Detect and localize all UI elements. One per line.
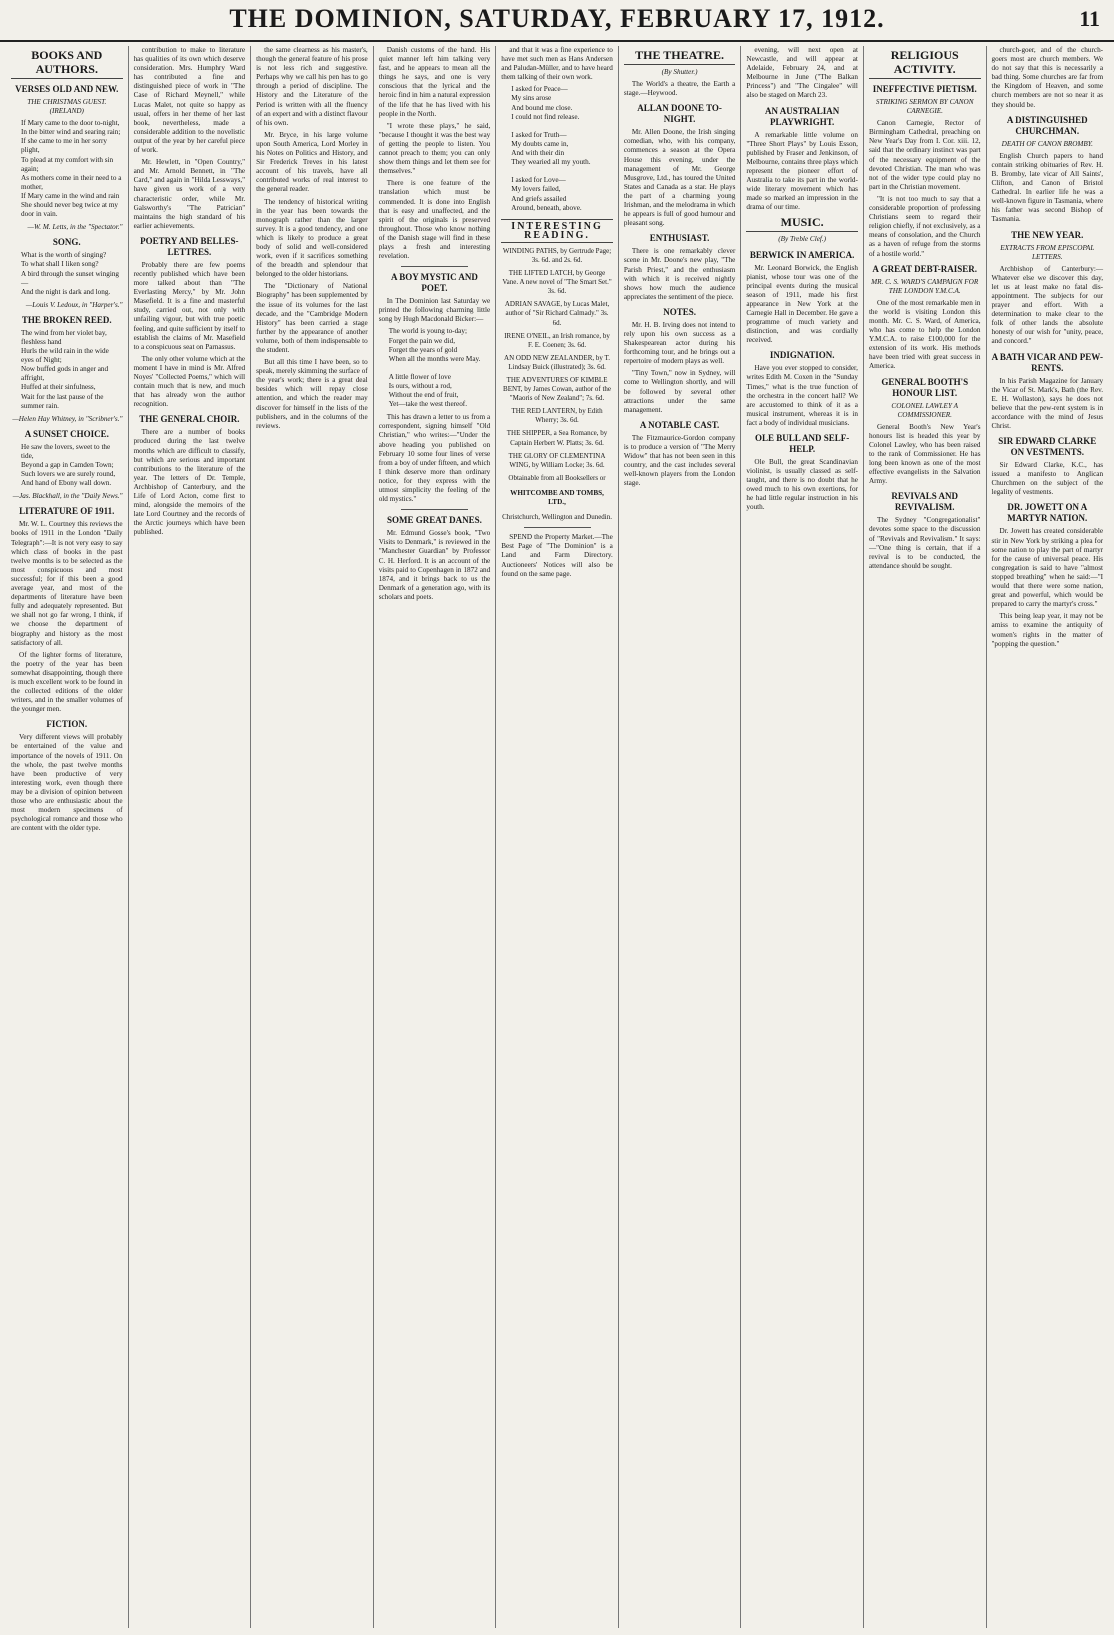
divider (401, 266, 468, 267)
poem-signature: —W. M. Letts, in the "Spectator." (27, 223, 123, 232)
column-8 (864, 46, 987, 1628)
article-paragraph: "Tiny Town," now in Sydney, will come to Wellington shortly, and will be followed by several other attractions under the same management. (623, 369, 736, 414)
column-2 (129, 46, 252, 1628)
article-paragraph: There are a number of books produced during the last twelve months which are difficult to classify, but which are serious and important contributions to the literature of the year. The letters of Dr. Temple, Archbishop of Canterbury, and the Life of Lord Acton, come first to mind, alongside the memoirs of the late Lord Courtney and the records of the Arctic journeys which have been published. (133, 428, 246, 537)
ole-bull-heading: OLE BULL AND SELF-HELP. (755, 433, 850, 454)
poem-line: Huffed at their sinfulness, (21, 383, 96, 392)
article-paragraph: Dr. Jowett has created considerable stir in New York by striking a plea for some nation to play the part of martyr for the cause of universal peace. His congregation is said to have "almost stopped breathing" when he said:—"I would that there were some nation, great and powerful, which would be prepared to carry the martyr's cross." (991, 527, 1104, 609)
poem-line: Forget the pain we did, (388, 336, 456, 345)
debt-raiser-subheading: MR. C. S. WARD'S CAMPAIGN FOR THE LONDON Y.M.C.A. (871, 277, 979, 295)
article-paragraph: The only other volume which at the moment I have in mind is Mr. Alfred Noyes' "Collected Poems," which will contain much that is new, and much that has already won the author recognition. (133, 354, 246, 409)
poem-signature: —Louis V. Ledoux, in "Harper's." (25, 300, 123, 309)
article-paragraph: In his Parish Magazine for January the Vicar of St. Mark's, Bath (the Rev. E. H. Wollaston), says he does not believe that the pew-rent system is in accordance with the mind of Jesus Christ. (991, 376, 1104, 430)
poem-line: They wearied all my youth. (511, 158, 591, 167)
poem-line: I asked for Love— (511, 176, 566, 185)
masthead-title: THE DOMINION, SATURDAY, FEBRUARY 17, 1912. (229, 4, 885, 33)
column-4 (374, 46, 497, 1628)
article-paragraph: The Fitzmaurice-Gordon company is to produce a version of "The Merry Widow" that has not been seen in this country, and the cast includes several well-known players from the London stage. (623, 433, 736, 488)
poem-line: Wait for the last pause of the summer rain. (21, 392, 104, 410)
poem-line: To plead at my comfort with sin again; (21, 155, 114, 173)
clarke-vestments-heading: SIR EDWARD CLARKE ON VESTMENTS. (998, 436, 1097, 458)
poem-line: If Mary came in the wind and rain (21, 191, 120, 200)
article-paragraph: Mr. Hewlett, in "Open Country," and Mr. Arnold Bennett, in "The Card," and again in "Hilda Lessways," have given us work of a very characteristic order, while Mr. Galsworthy's "The Patrician" maintains the high standard of his earlier achievements. (133, 158, 246, 230)
books-authors-heading: BOOKS AND AUTHORS. (11, 48, 123, 79)
column-7 (741, 46, 864, 1628)
boy-mystic-heading: A BOY MYSTIC AND POET. (391, 272, 478, 294)
booth-honours-subheading: COLONEL LAWLEY A COMMISSIONER. (891, 401, 958, 419)
jowett-heading: DR. JOWETT ON A MARTYR NATION. (1007, 502, 1088, 524)
book-listing: THE RED LANTERN, by Edith Wherry; 3s. 6d. (511, 407, 603, 425)
poem-sunset-choice (11, 443, 123, 488)
poem-line: The world is young to-day; (388, 327, 467, 336)
poem-line: My sins arose (511, 94, 552, 103)
berwick-heading: BERWICK IN AMERICA. (749, 249, 855, 260)
new-year-subheading: EXTRACTS FROM EPISCOPAL LETTERS. (1000, 243, 1095, 261)
advertiser-place: Christchurch, Wellington and Dunedin. (502, 513, 612, 522)
article-paragraph: Mr. W. L. Courtney this reviews the books of 1911 in the London "Daily Telegraph":—It is not very easy to say which class of books in the past twelve months is to be selected as the most conspicuous and most successful; for if this been a good average year, and most of the departments of literature have been fully and adequately represented. But we shall not go far wrong, I think, if we choose the department of biography and history as the most satisfactory of all. (11, 520, 123, 647)
poem-line: If she came to me in her sorry plight, (21, 137, 108, 155)
enthusiast-heading: ENTHUSIAST. (649, 233, 710, 244)
poem-line: If Mary came to the door to-night, (21, 119, 120, 128)
poem-line: And hand of Ebony wall down. (21, 479, 112, 488)
poem-line: And griefs assailed (511, 194, 567, 203)
book-listing: THE ADVENTURES OF KIMBLE BENT, by James Cowan, author of the "Maoris of New Zealand"; 7s. 6d. (503, 376, 612, 403)
poem-line: In the bitter wind and searing rain; (21, 128, 121, 137)
article-paragraph: Mr. H. B. Irving does not intend to rely upon his own success as a Shakespearean actor during his forthcoming tour, and he brings out a repertoire of modern plays as well. (623, 320, 736, 366)
poem-line: Forget the years of gold (388, 345, 458, 354)
article-paragraph: Archbishop of Canterbury:—Whatever else we discover this day, let us at least make no fatal dis-appointment. The subjects for our prayer and effort. With a determination to make clear to the folk of other lands the absolute honesty of our wish for "unity, peace, and concord." (991, 264, 1104, 346)
poem-line: Now buffed gods in anger and affright, (21, 365, 109, 383)
article-paragraph: and that it was a fine experience to have met such men as Hans Andersen and Paludan-Müller, and to have heard them talking of their own work. (501, 46, 613, 82)
column-6 (619, 46, 742, 1628)
article-paragraph: The World's a theatre, the Earth a stage.—Heywood. (623, 80, 736, 98)
general-choir-heading: THE GENERAL CHOIR. (139, 414, 240, 425)
poem-line: And the night is dark and long. (21, 287, 111, 296)
masthead (0, 0, 1114, 42)
poem-line: I could not find release. (511, 112, 580, 121)
obtainable-note: Obtainable from all Booksellers or (508, 473, 606, 482)
column-1 (6, 46, 129, 1628)
music-byline: (By Treble Clef.) (778, 235, 827, 244)
article-paragraph: But all this time I have been, so to speak, merely skimming the surface of the year's work; there is a great deal besides which will repay close attention, and which the reader may discover for himself in the lists of the publishers, and in the columns of the reviews. (256, 358, 368, 430)
poem-line: As mothers come in their need to a mother, (21, 173, 122, 191)
poem-line: A bird through the sunset winging— (21, 269, 120, 287)
poem-boy-mystic (379, 327, 491, 409)
booth-honours-heading: GENERAL BOOTH'S HONOUR LIST. (881, 376, 969, 398)
poem-line: I asked for Truth— (511, 130, 567, 139)
article-paragraph: General Booth's New Year's honours list is headed this year by Colonel Lawley, who has been raised to the rank of Commissioner. He has long been known as one of the most effective evangelists in the Salvation Army. (868, 422, 981, 486)
article-paragraph: Very different views will probably be entertained of the value and importance of the novels of 1911. On the whole, the past twelve months have been productive of very interesting work, even though there may be a division of opinion between those who are enthusiastic about the most modern specimens of psychological romance and those who are content with the older type. (11, 733, 123, 833)
poem-line: Beyond a gap in Camden Town; (21, 461, 114, 469)
column-3 (251, 46, 374, 1628)
verses-heading: VERSES OLD AND NEW. (15, 84, 119, 94)
notes-heading: NOTES. (663, 306, 696, 317)
article-paragraph: One of the most remarkable men in the world is visiting London this month. Mr. C. S. Ward, of America, who has come to help the London Y.M.C.A. to raise £100,000 for the extension of its work. His methods have been tried with great success in America. (868, 298, 981, 371)
article-paragraph: The tendency of historical writing in the year has been towards the monograph rather than the larger survey. It is a good tendency, and one which is likely to produce a great body of solid and well-considered work, even if it sacrifices something of the breadth and splendour that belonged to the older historians. (256, 197, 368, 279)
poem-peace (501, 85, 613, 212)
poem-signature: —Jas. Blackhall, in the "Daily News." (12, 492, 123, 501)
notable-cast-heading: A NOTABLE CAST. (639, 419, 720, 430)
article-paragraph: the same clearness as his master's, though the general feature of his prose is not less rich and suggestive. Perhaps why we call his pen has to go through a period of discipline. The History and the Literature of the Period is written with all the fluency of an expert and with a distinct flavour of his own. (256, 46, 368, 127)
poetry-heading: POETRY AND BELLES-LETTRES. (140, 235, 239, 257)
divider (524, 527, 591, 528)
book-listing: AN ODD NEW ZEALANDER, by T. Lindsay Buick (illustrated); 3s. 6d. (504, 353, 611, 371)
poem-line: Yet—take the west thereof. (388, 400, 467, 409)
poem-line: He saw the lovers, sweet to the tide, (21, 442, 111, 460)
article-paragraph: Mr. Bryce, in his large volume upon South America, Lord Morley in his Notes on Politics and History, and Sir Frederick Treves in his latest account of his travels, have all contributed works of real interest to the general reader. (256, 130, 368, 194)
article-paragraph: Probably there are few poems recently published which have been more talked about than "The Everlasting Mercy," by Mr. John Masefield. It is a fine and masterful study, carried out, not only with unfailing vigour, but with true poetic feeling, and quite sufficient by itself to establish the claims of Mr. Masefield to a conspicuous seat on Parnassus. (133, 260, 246, 351)
article-paragraph: This has drawn a letter to us from a correspondent, signing himself "Old Christian," who writes:—"Under the above heading you published on February 10 some four lines of verse from a boy of under fifteen, and which I think deserve more than ordinary notice, for they express with the utmost simplicity the feeling of the old mystics." (378, 413, 491, 504)
poem-line: To what shall I liken song? (21, 260, 99, 269)
fiction-heading: FICTION. (46, 719, 88, 730)
pietism-heading: INEFFECTIVE PIETISM. (872, 84, 977, 94)
article-paragraph: English Church papers to hand contain striking obituaries of Rev. H. B. Bromby, late vicar of All Saints', Clifton, and Canon of Bristol Cathedral. In earlier life he was a well-known figure in Tasmania, where his father was second Bishop of Tasmania. (991, 151, 1104, 224)
bath-vicar-heading: A BATH VICAR AND PEW-RENTS. (991, 351, 1103, 373)
page-number: 11 (1079, 6, 1100, 31)
interesting-reading-heading: INTERESTING READING. (501, 219, 613, 243)
churchman-subheading: DEATH OF CANON BROMBY. (1001, 139, 1093, 148)
article-paragraph: This being leap year, it may not be amiss to examine the antiquity of women's rights in the matter of "popping the question." (991, 612, 1104, 648)
religious-activity-heading: RELIGIOUS ACTIVITY. (869, 48, 981, 79)
advertiser-name: WHITCOMBE AND TOMBS, LTD., (510, 488, 604, 507)
article-paragraph: In The Dominion last Saturday we printed the following charming little song by Hugh Macdonald Bicker:— (378, 297, 491, 324)
columns (6, 46, 1108, 1628)
article-paragraph: The "Dictionary of National Biography" has been supplemented by the issue of its volumes for the last decade, and the "Cambridge Modern History" has been carried a stage further by the appearance of another volume, both of them indispensable to the student. (256, 282, 368, 354)
indignation-heading: INDIGNATION. (769, 350, 835, 361)
article-paragraph: contribution to make to literature has qualities of its own which deserve consideration. Mrs. Humphry Ward has contributed a fine and distinguished piece of work in "The Case of Richard Meynell," while Lucas Malet, not quite so happy as usual, offers in her theme of her last book, nevertheless, made a considerable addition to the novelistic output of the year by her careful piece of work. (133, 46, 246, 155)
poem-line: And with their din (511, 149, 565, 158)
article-paragraph: The Sydney "Congregationalist" devotes some space to the discussion of "Revivals and Revivalism." It says:—"One thing is certain, that if a revival is to be conducted, the attendance should be sought. (868, 516, 981, 570)
poem-line: Is ours, without a rod, (388, 382, 452, 390)
poem-line: Such lovers we are surely round, (21, 470, 116, 479)
poem-signature: —Helen Hay Whitney, in "Scribner's." (12, 414, 123, 423)
column-5 (496, 46, 619, 1628)
theatre-heading: THE THEATRE. (624, 48, 736, 65)
article-paragraph: Of the lighter forms of literature, the poetry of the year has been somewhat disappointing, though there is much excellent work to be found in the collected editions of the older writers, and in the smaller volumes of the younger men. (11, 650, 123, 714)
debt-raiser-heading: A GREAT DEBT-RAISER. (872, 263, 978, 274)
revivals-heading: REVIVALS AND REVIVALISM. (891, 491, 959, 513)
poem-song (11, 251, 123, 296)
article-paragraph: Mr. Edmund Gosse's book, "Two Visits to Denmark," is reviewed in the "Manchester Guardian" by Professor C. H. Herford. It is an account of the visits paid to Copenhagen in 1872 and 1874, and it brings back to us the Denmark of a generation ago, with its scholars and poets. (378, 529, 491, 601)
music-heading: MUSIC. (746, 215, 858, 232)
literature-1911-heading: LITERATURE OF 1911. (19, 506, 115, 517)
article-paragraph: Canon Carnegie, Rector of Birmingham Cathedral, preaching on New Year's Day from I. Cor. xiii. 12, said that the ordinary instinct was part of the necessary equipment of the devoted Christian. The man who was not of the wider type could play no part in the Christian movement. (868, 119, 981, 191)
churchman-heading: A DISTINGUISHED CHURCHMAN. (1006, 114, 1088, 136)
book-listing: THE GLORY OF CLEMENTINA WING, by William Locke; 3s. 6d. (508, 451, 606, 469)
great-danes-heading: SOME GREAT DANES. (387, 515, 482, 526)
article-paragraph: evening, will next open at Newcastle, and will appear at Adelaide, February 24, and at Melbourne in June ("The Balkan Princess") and "The Cingalee" will also be staged on March 23. (746, 46, 858, 100)
article-paragraph: There is one feature of the translation which must be commended. It is done into English that is easy and unaffected, and the spirit of the originals is preserved throughout. Those who know nothing of the Danish stage will find in these plays a fresh and interesting revelation. (378, 179, 491, 261)
australian-playwright-heading: AN AUSTRALIAN PLAYWRIGHT. (765, 105, 840, 127)
allan-doone-heading: ALLAN DOONE TO-NIGHT. (637, 103, 722, 125)
article-paragraph: A remarkable little volume on "Three Short Plays" by Louis Esson, published by Fraser and Jenkinson, of Melbourne, contains three plays which represent the pioneer effort of Australia to take its part in the world-wide literary movement which has made so marked an impression in the drama of our time. (746, 130, 858, 212)
poem-christmas-guest (11, 119, 123, 219)
article-paragraph: SPEND the Property Market.—The Best Page of "The Dominion" is a Land and Farm Directory. Auctioneers' Notices will also be found on the same page. (501, 533, 613, 578)
poem-line (511, 122, 613, 131)
article-paragraph: Ole Bull, the great Scandinavian violinist, is usually classed as self-taught, and there is no doubt that he owed much to his own exertions, for he had little regular instruction in his youth. (746, 458, 858, 512)
article-paragraph: There is one remarkably clever scene in Mr. Doone's new play, "The Parish Priest," and the enthusiasm with which it is received nightly shows how much the audience appreciates the sentiment of the piece. (623, 247, 736, 301)
article-paragraph: "I wrote these plays," he said, "because I thought it was the best way of getting the people to listen. You cannot preach to them; you can only show them things and let them see for themselves." (378, 121, 491, 176)
article-paragraph: Mr. Leonard Borwick, the English pianist, whose tour was one of the principal events during the musical season of 1911, made his first appearance in New York at the Carnegie Hall in December. He gave a programme of much variety and distinction, and was cordially received. (746, 263, 858, 345)
book-listing: WINDING PATHS, by Gertrude Page; 3s. 6d. and 2s. 6d. (502, 246, 612, 264)
article-paragraph: "It is not too much to say that a considerable proportion of professing Christians seem to regard their religion chiefly, if not exclusively, as a means of consolation, and the Church as a haven of refuge from the storms of a hostile world." (868, 194, 981, 258)
article-paragraph: Sir Edward Clarke, K.C., has issued a manifesto to Anglican Churchmen on the subject of the legality of vestments. (991, 461, 1104, 497)
poem-line: My lovers failed, (511, 185, 561, 194)
poem-line: Around, beneath, above. (511, 203, 582, 212)
poem-title: SONG. (52, 237, 81, 248)
book-listing: THE SHIPPER, a Sea Romance, by Captain Herbert W. Platts; 3s. 6d. (506, 429, 608, 447)
poem-line: I asked for Peace— (511, 85, 568, 94)
poem-line: Hurls the wild rain in the wide eyes of Night; (21, 347, 109, 365)
poem-line: A little flower of love (388, 372, 451, 381)
divider (401, 509, 468, 510)
poem-line: She should never beg twice at my door in vain. (21, 201, 119, 219)
article-paragraph: Mr. Allen Doone, the Irish singing comedian, who, with his company, commences a season at the Opera House this evening, under the management of Mr. George Musgrove, Ltd., has toured the United States and Canada as a star. He plays the part of a charming young Irishman, and the melodrama in which he appears is full of good humour and pleasant song. (623, 128, 736, 228)
poem-line: The wind from her violet bay, fleshless hand (21, 328, 107, 346)
poem-line: When all the months were May. (388, 354, 481, 363)
poem-line: Without the end of fruit, (388, 391, 459, 400)
column-9 (987, 46, 1109, 1628)
poem-line (389, 364, 491, 373)
new-year-heading: THE NEW YEAR. (1011, 229, 1084, 240)
book-listing: THE LIFTED LATCH, by George Vane. A new novel of "The Smart Set." 3s. 6d. (502, 269, 612, 296)
poem-line: My doubts came in, (511, 139, 569, 148)
article-paragraph: church-goer, and of the church-goers most are church members. We do not say that this is necessarily a bad thing. Some churches are far from the Kingdom of Heaven, and some church members are not so near it as they should be. (991, 46, 1104, 109)
poem-line (511, 167, 613, 176)
theatre-byline: (By Shutter.) (661, 68, 698, 76)
pietism-subheading: STRIKING SERMON BY CANON CARNEGIE. (875, 98, 974, 116)
poem-line: What is the worth of singing? (21, 251, 107, 260)
book-listing: ADRIAN SAVAGE, by Lucas Malet, author of "Sir Richard Calmady." 3s. 6d. (504, 300, 610, 327)
poem-title: THE CHRISTMAS GUEST. (IRELAND) (27, 98, 107, 116)
poem-title: THE BROKEN REED. (21, 314, 112, 325)
poem-line: And bound me close. (511, 103, 573, 112)
article-paragraph: Danish customs of the hand. His quiet manner left him talking very fast, and he appears to mean all the things he says, and one is very conscious that the lyrical and the heroic find in him a natural expression of the life that he has lived with his people in the North. (378, 46, 491, 118)
book-listing: IRENE O'NEIL, an Irish romance, by F. E. Coenen; 3s. 6d. (504, 331, 610, 349)
poem-title: A SUNSET CHOICE. (24, 428, 109, 439)
poem-broken-reed (11, 329, 123, 411)
article-paragraph: Have you ever stopped to consider, writes Edith M. Coxen in the "Sunday Times," what is the true function of the orchestra in the concert hall? We are accustomed to think of it as a musical instrument, whereas it is in fact a body of individual musicians. (746, 364, 858, 427)
